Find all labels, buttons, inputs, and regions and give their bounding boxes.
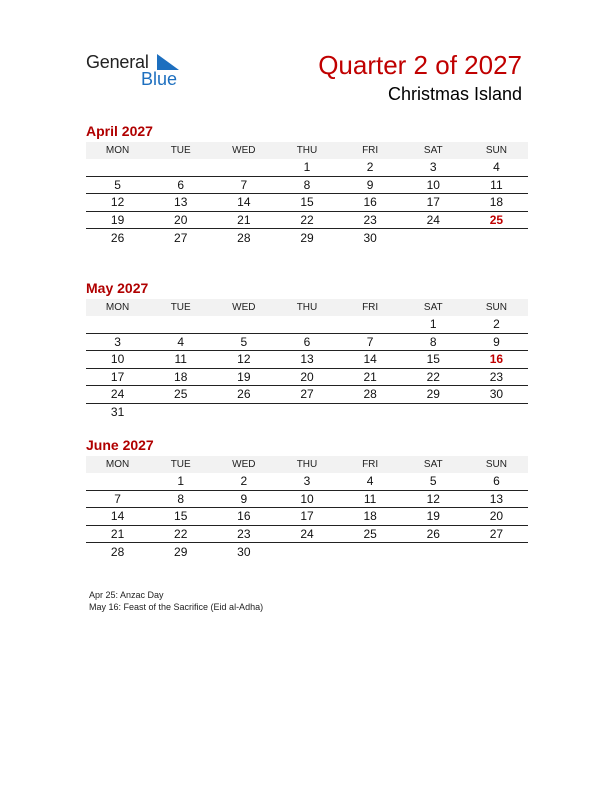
day-cell: 25	[174, 387, 188, 402]
day-cell: 2	[240, 474, 248, 489]
week-row	[86, 386, 528, 404]
weekday-label: SUN	[485, 145, 507, 156]
weekday-label: FRI	[362, 459, 379, 470]
weekday-label: THU	[296, 145, 318, 156]
weekday-label: SAT	[423, 302, 443, 313]
day-cell: 20	[489, 509, 504, 524]
day-cell: 4	[177, 334, 185, 349]
weekday-label: WED	[232, 302, 256, 313]
week-row	[86, 508, 528, 526]
day-cell: 10	[426, 177, 440, 192]
day-cell: 10	[110, 352, 125, 367]
day-cell: 19	[237, 369, 251, 384]
weekday-label: MON	[105, 459, 130, 470]
week-row	[86, 194, 528, 212]
weekday-label: FRI	[362, 302, 379, 313]
day-cell: 28	[110, 544, 125, 559]
weekday-label: WED	[232, 459, 256, 470]
day-cell: 15	[426, 352, 440, 367]
month-grid	[86, 299, 528, 421]
day-cell: 4	[493, 160, 500, 175]
day-cell: 31	[110, 405, 125, 420]
month-block-april	[86, 122, 528, 247]
day-cell: 29	[426, 387, 440, 402]
day-cell: 12	[426, 491, 440, 506]
day-cell: 22	[300, 212, 314, 227]
day-cell: 18	[489, 195, 504, 210]
day-cell: 7	[240, 177, 248, 192]
day-cell: 16	[237, 509, 251, 524]
day-cell: 8	[177, 491, 185, 506]
day-cell: 30	[237, 544, 251, 559]
day-cell: 24	[426, 212, 440, 227]
day-cell: 24	[300, 526, 314, 541]
weekday-label: MON	[105, 302, 130, 313]
day-cell: 26	[110, 230, 125, 245]
day-cell: 30	[489, 387, 504, 402]
day-cell: 23	[237, 526, 251, 541]
weekday-label: SAT	[423, 459, 443, 470]
day-cell: 21	[110, 526, 125, 541]
day-cell: 23	[489, 369, 504, 384]
page-title: Quarter 2 of 2027	[318, 50, 522, 80]
day-cell: 5	[114, 177, 121, 192]
day-cell: 19	[110, 212, 125, 227]
week-row	[86, 351, 528, 369]
day-cell: 17	[110, 369, 125, 384]
day-cell: 18	[363, 509, 377, 524]
weekday-header	[86, 142, 528, 159]
day-cell: 9	[366, 177, 374, 192]
day-cell: 25	[489, 212, 504, 227]
day-cell: 11	[174, 352, 187, 367]
week-row	[86, 491, 528, 509]
day-cell: 1	[303, 160, 311, 175]
day-cell: 5	[240, 334, 248, 349]
day-cell: 20	[174, 212, 188, 227]
week-row	[86, 404, 528, 422]
day-cell: 26	[426, 526, 440, 541]
day-cell: 29	[174, 544, 188, 559]
month-block-may	[86, 279, 528, 421]
weekday-label: TUE	[170, 302, 191, 313]
day-cell: 1	[429, 317, 437, 332]
day-cell: 1	[177, 474, 185, 489]
day-cell: 6	[303, 334, 311, 349]
month-title: April 2027	[86, 123, 153, 139]
day-cell: 8	[303, 177, 311, 192]
day-cell: 16	[363, 195, 377, 210]
day-cell: 29	[300, 230, 314, 245]
day-cell: 12	[237, 352, 251, 367]
logo-word-blue: Blue	[141, 69, 178, 89]
holiday-note: Apr 25: Anzac Day	[89, 590, 164, 600]
day-cell: 8	[429, 334, 437, 349]
day-cell: 5	[429, 474, 437, 489]
day-cell: 11	[490, 177, 503, 192]
day-cell: 6	[177, 177, 185, 192]
day-cell: 14	[110, 509, 125, 524]
day-cell: 27	[174, 230, 188, 245]
weekday-label: THU	[296, 459, 318, 470]
day-cell: 26	[237, 387, 251, 402]
day-cell: 2	[366, 160, 374, 175]
day-cell: 23	[363, 212, 377, 227]
day-cell: 3	[429, 160, 437, 175]
day-cell: 3	[114, 334, 121, 349]
day-cell: 19	[426, 509, 440, 524]
weekday-label: TUE	[170, 459, 191, 470]
month-grid	[86, 142, 528, 247]
logo-word-general: General	[86, 52, 149, 72]
week-row	[86, 543, 528, 561]
day-cell: 16	[489, 352, 504, 367]
day-cell: 28	[237, 230, 251, 245]
day-cell: 21	[237, 212, 251, 227]
day-cell: 3	[303, 474, 311, 489]
weekday-label: SUN	[485, 302, 507, 313]
month-title: June 2027	[86, 437, 154, 453]
weekday-label: MON	[105, 145, 130, 156]
day-cell: 27	[300, 387, 314, 402]
weekday-label: SAT	[423, 145, 443, 156]
day-cell: 14	[237, 195, 251, 210]
day-cell: 4	[366, 474, 374, 489]
weekday-label: FRI	[362, 145, 379, 156]
weekday-label: WED	[232, 145, 256, 156]
week-row	[86, 212, 528, 230]
day-cell: 13	[174, 195, 188, 210]
week-row	[86, 159, 528, 177]
holiday-note: May 16: Feast of the Sacrifice (Eid al-Adha)	[89, 602, 264, 612]
holiday-notes	[89, 589, 263, 613]
day-cell: 15	[300, 195, 314, 210]
week-row	[86, 369, 528, 387]
day-cell: 9	[493, 334, 500, 349]
day-cell: 2	[493, 317, 500, 332]
day-cell: 15	[174, 509, 188, 524]
day-cell: 27	[489, 526, 504, 541]
day-cell: 11	[363, 491, 377, 506]
day-cell: 12	[110, 195, 125, 210]
logo-triangle-icon	[157, 54, 179, 70]
page-subtitle: Christmas Island	[387, 84, 522, 104]
week-row	[86, 177, 528, 195]
weekday-label: THU	[296, 302, 318, 313]
day-cell: 22	[426, 369, 440, 384]
day-cell: 13	[300, 352, 314, 367]
month-title: May 2027	[86, 280, 149, 296]
day-cell: 13	[489, 491, 504, 506]
day-cell: 14	[363, 352, 377, 367]
day-cell: 22	[174, 526, 188, 541]
day-cell: 24	[110, 387, 125, 402]
weekday-header	[86, 456, 528, 473]
day-cell: 7	[114, 491, 121, 506]
month-grid	[86, 456, 528, 561]
day-cell: 17	[300, 509, 314, 524]
day-cell: 20	[300, 369, 314, 384]
week-row	[86, 473, 528, 491]
day-cell: 9	[240, 491, 248, 506]
day-cell: 10	[300, 491, 314, 506]
day-cell: 17	[426, 195, 440, 210]
weekday-header	[86, 299, 528, 316]
day-cell: 28	[363, 387, 377, 402]
weekday-label: SUN	[485, 459, 507, 470]
week-row	[86, 229, 528, 247]
weekday-label: TUE	[170, 145, 191, 156]
day-cell: 6	[493, 474, 500, 489]
general-blue-logo	[86, 52, 196, 92]
day-cell: 21	[363, 369, 377, 384]
day-cell: 25	[363, 526, 377, 541]
month-block-june	[86, 436, 528, 561]
day-cell: 30	[363, 230, 377, 245]
week-row	[86, 526, 528, 544]
week-row	[86, 316, 528, 334]
day-cell: 7	[366, 334, 374, 349]
week-row	[86, 334, 528, 352]
day-cell: 18	[174, 369, 188, 384]
